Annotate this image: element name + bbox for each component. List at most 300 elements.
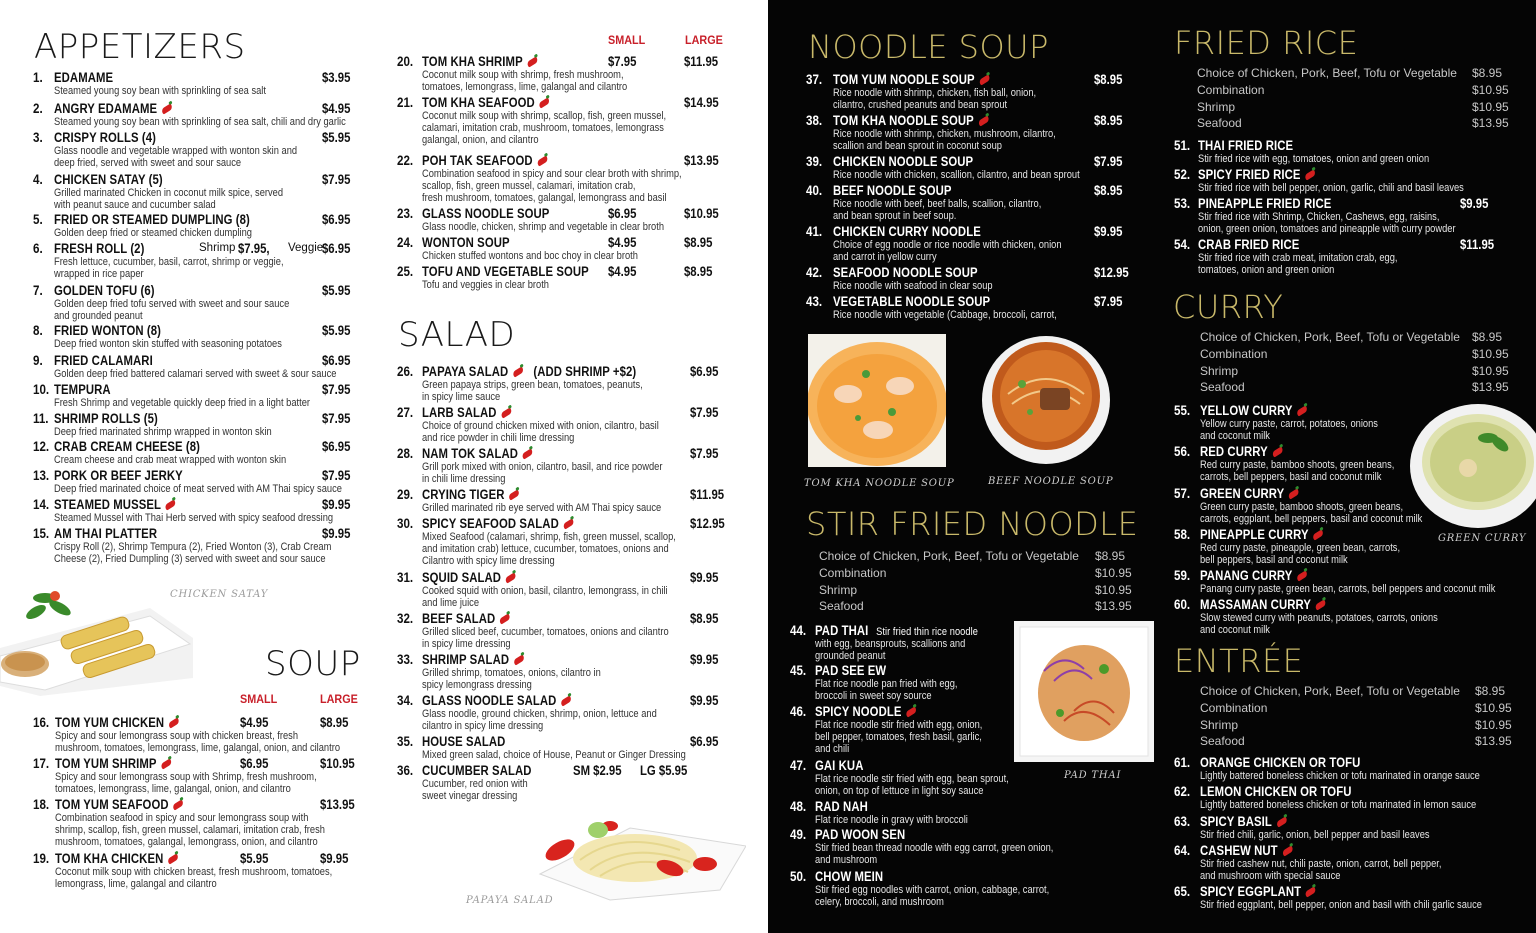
option-price: $10.95 (1472, 99, 1509, 114)
fresh-roll-shrimp-label: Shrimp (199, 242, 236, 254)
item-number: 28. (397, 446, 414, 461)
tom-kha-noodle-caption: TOM KHA NOODLE SOUP (804, 478, 955, 489)
menu-item (397, 652, 737, 692)
option-price: $13.95 (1472, 380, 1509, 395)
item-description: Chicken stuffed wontons and boc choy in clear broth (422, 250, 638, 262)
chili-icon (536, 155, 548, 166)
item-number: 12. (33, 439, 50, 454)
chili-icon (522, 448, 534, 459)
item-description: lemongrass, lime, galangal and cilantro (55, 878, 217, 891)
item-price: $9.95 (1460, 196, 1489, 211)
item-description: carrots, bell peppers, basil and coconut milk (1200, 471, 1382, 484)
item-number: 27. (397, 405, 414, 420)
item-description: cilantro in spicy lime dressing (422, 720, 544, 733)
item-name: PAD SEE EW (815, 663, 887, 678)
item-price: $3.95 (322, 70, 351, 85)
item-description: Red curry paste, pineapple, green bean, carrots, (1200, 542, 1401, 554)
item-number: 16. (33, 715, 50, 730)
item-number: 61. (1174, 755, 1191, 770)
item-price: $5.95 (322, 283, 351, 298)
item-name: SPICY SEAFOOD SALAD (422, 516, 574, 531)
item-price-large: $11.95 (684, 54, 719, 69)
item-description: Red curry paste, bamboo shoots, green beans, (1200, 459, 1395, 471)
item-description: Tofu and veggies in clear broth (422, 279, 549, 291)
item-name: GOLDEN TOFU (6) (54, 283, 155, 298)
item-number: 24. (397, 235, 414, 250)
option-label: Seafood (1200, 734, 1245, 749)
item-name: PAPAYA SALAD (ADD SHRIMP +$2) (422, 364, 637, 379)
menu-item (806, 183, 1136, 223)
item-description: Rice noodle with shrimp, chicken, fish ball, onion, (833, 87, 1037, 99)
option-label: Seafood (819, 599, 864, 614)
item-description: mushroom, tomatoes, galangal, lemongrass, onion, and cilantro (55, 836, 318, 849)
chili-icon (1315, 599, 1327, 610)
option-price: $10.95 (1095, 565, 1132, 580)
item-name: SPICY FRIED RICE (1198, 167, 1316, 182)
item-number: 32. (397, 611, 414, 626)
item-number: 35. (397, 734, 414, 749)
item-description: Choice of ground chicken mixed with onion, cilantro, basil (422, 420, 659, 432)
menu-item (1174, 196, 1504, 236)
item-price: $6.95 (690, 364, 719, 379)
item-name: TOM YUM SHRIMP (55, 756, 172, 771)
item-description: sweet vinegar dressing (422, 790, 518, 803)
item-price-small: $6.95 (240, 756, 269, 771)
item-description: and coconut milk (1200, 624, 1270, 637)
menu-item (397, 405, 737, 445)
item-price-small: $4.95 (608, 235, 637, 250)
soup-cont-large-label: LARGE (685, 33, 723, 47)
item-price: $6.95 (322, 241, 351, 256)
item-description: with egg, beansprouts, scallions and (815, 638, 966, 650)
item-description: broccoli in sweet soy source (815, 690, 932, 703)
menu-item (1174, 843, 1524, 883)
soup-small-label: SMALL (240, 692, 278, 706)
item-name: CRAB CREAM CHEESE (8) (54, 439, 201, 454)
item-name: TOM KHA SHRIMP (422, 54, 538, 69)
menu-item (33, 851, 363, 891)
item-number: 4. (33, 172, 43, 187)
option-label: Combination (1200, 346, 1268, 361)
option-label: Seafood (1197, 116, 1242, 131)
item-description: spicy lemongrass dressing (422, 679, 532, 692)
menu-item (790, 758, 1110, 798)
item-description: Deep fried marinated choice of meat served with AM Thai spicy sauce (54, 483, 342, 495)
item-description: Slow stewed curry with peanuts, potatoes, carrots, onions (1200, 612, 1438, 624)
item-number: 22. (397, 153, 414, 168)
option-price: $13.95 (1472, 116, 1509, 131)
item-name: CRISPY ROLLS (4) (54, 130, 156, 145)
item-number: 19. (33, 851, 50, 866)
item-name: SHRIMP ROLLS (5) (54, 411, 158, 426)
item-number: 2. (33, 101, 43, 116)
option-label: Choice of Chicken, Pork, Beef, Tofu or Vegetable (819, 549, 1079, 563)
item-price: $5.95 (322, 323, 351, 338)
soup-large-label: LARGE (320, 692, 358, 706)
menu-item (397, 693, 737, 733)
item-name: MASSAMAN CURRY (1200, 597, 1326, 612)
menu-item (397, 153, 737, 205)
item-description: Glass noodle and vegetable wrapped with wonton skin and (54, 145, 298, 157)
item-description: bell peppers, basil and coconut milk (1200, 554, 1348, 567)
soup-heading: SOUP (265, 644, 361, 684)
item-description: Deep fried marinated shrimp wrapped in wonton skin (54, 426, 272, 438)
item-number: 51. (1174, 138, 1191, 153)
option-price: $8.95 (1095, 549, 1126, 563)
menu-item (397, 570, 737, 610)
menu-item (33, 715, 363, 755)
chili-icon (1288, 488, 1300, 499)
item-price: $9.95 (690, 652, 719, 667)
item-number: 7. (33, 283, 43, 298)
item-price-sm: SM $2.95 (573, 763, 622, 778)
item-name: RAD NAH (815, 799, 868, 814)
item-description: and grounded peanut (54, 310, 143, 323)
item-price: $9.95 (690, 693, 719, 708)
chili-icon (161, 103, 173, 114)
item-number: 65. (1174, 884, 1191, 899)
menu-item (33, 172, 363, 212)
item-description: Stir fried rice with bell pepper, onion, garlic, chili and basil leaves (1198, 182, 1464, 194)
item-description: shrimp, scallop, fish, green mussel, calamari, imitation crab, fresh (55, 824, 325, 837)
item-name: SPICY BASIL (1200, 814, 1287, 829)
item-number: 11. (33, 411, 49, 426)
chili-icon (1281, 845, 1293, 856)
menu-item (33, 756, 363, 796)
item-name: PINEAPPLE CURRY (1200, 527, 1324, 542)
item-description: carrots, eggplant, bell peppers, basil and coconut milk (1200, 513, 1423, 526)
item-description: Golden deep fried battered calamari served with sweet & sour sauce (54, 368, 337, 380)
option-price: $10.95 (1472, 82, 1509, 97)
item-description: Spicy and sour lemongrass soup with chicken breast, fresh (55, 730, 299, 742)
chili-icon (978, 115, 990, 126)
item-number: 18. (33, 797, 50, 812)
tom-kha-noodle-photo (808, 334, 946, 467)
item-description: tomatoes, lemongrass, lime, galangal, onion, and cilantro (55, 783, 291, 796)
item-description: Combination seafood in spicy and sour clear broth with shrimp, (422, 168, 682, 180)
item-name: PANANG CURRY (1200, 568, 1307, 583)
item-name: SPICY EGGPLANT (1200, 884, 1316, 899)
item-price: $7.95 (690, 446, 719, 461)
chili-icon (508, 489, 520, 500)
item-description: Rice noodle with vegetable (Cabbage, broccoli, carrot, (833, 309, 1057, 321)
item-number: 5. (33, 212, 43, 227)
beef-noodle-photo (978, 334, 1114, 464)
chili-icon (1305, 886, 1317, 897)
menu-item (33, 797, 363, 849)
item-name: PAD WOON SEN (815, 827, 906, 842)
item-number: 50. (790, 869, 807, 884)
item-number: 64. (1174, 843, 1191, 858)
item-number: 8. (33, 323, 43, 338)
item-description: wrapped in rice paper (54, 268, 144, 281)
item-price-small: $4.95 (608, 264, 637, 279)
menu-item (33, 526, 363, 566)
item-number: 15. (33, 526, 50, 541)
papaya-salad-photo (520, 790, 746, 902)
item-description: in spicy lime sauce (422, 391, 501, 404)
item-name: TOM YUM SEAFOOD (55, 797, 184, 812)
item-price-large: $13.95 (684, 153, 719, 168)
item-description: Flat rice noodle stir fried with egg, bean sprout, (815, 773, 1009, 785)
item-price: $6.95 (322, 439, 351, 454)
item-name: THAI FRIED RICE (1198, 138, 1294, 153)
item-number: 39. (806, 154, 823, 169)
item-name: LEMON CHICKEN OR TOFU (1200, 784, 1352, 799)
item-description: celery, broccoli, and mushroom (815, 896, 944, 909)
item-description: Golden deep fried or steamed chicken dumpling (54, 227, 252, 239)
item-description: Grilled shrimp, tomatoes, onions, cilantro in (422, 667, 601, 679)
item-description: Mixed green salad, choice of House, Peanut or Ginger Dressing (422, 749, 686, 761)
item-description: and mushroom with special sauce (1200, 870, 1341, 883)
item-description: Mixed Seafood (calamari, shrimp, fish, green mussel, scallop, (422, 531, 676, 543)
item-name: FRESH ROLL (2) (54, 241, 145, 256)
item-name: WONTON SOUP (422, 235, 510, 250)
papaya-salad-caption: PAPAYA SALAD (466, 895, 554, 906)
item-description: calamari, imitation crab, mushroom, tomatoes, lemongrass (422, 122, 664, 135)
item-price-small: $7.95 (608, 54, 637, 69)
option-price: $13.95 (1095, 599, 1132, 614)
item-description: tomatoes, lemongrass, lime, galangal and cilantro (422, 81, 628, 94)
item-description: Flat rice noodle in gravy with broccoli (815, 814, 968, 826)
item-number: 47. (790, 758, 807, 773)
item-price-small: $5.95 (240, 851, 269, 866)
item-price-large: $14.95 (684, 95, 719, 110)
item-name: CRAB FRIED RICE (1198, 237, 1300, 252)
item-price: $11.95 (690, 487, 725, 502)
item-name: FRIED OR STEAMED DUMPLING (8) (54, 212, 250, 227)
item-description: Glass noodle, ground chicken, shrimp, onion, lettuce and (422, 708, 657, 720)
item-number: 46. (790, 704, 807, 719)
item-description: Stir fried rice with egg, tomatoes, onion and green onion (1198, 153, 1430, 165)
item-description: and coconut milk (1200, 430, 1270, 443)
item-name: ORANGE CHICKEN OR TOFU (1200, 755, 1361, 770)
appetizers-heading: APPETIZERS (34, 27, 246, 67)
item-description: in chili lime dressing (422, 473, 506, 486)
menu-item (1174, 403, 1524, 443)
item-number: 20. (397, 54, 414, 69)
item-name: NAM TOK SALAD (422, 446, 533, 461)
option-label: Combination (1200, 700, 1268, 715)
menu-item (33, 283, 363, 323)
item-description: Fresh Shrimp and vegetable quickly deep fried in a light batter (54, 397, 310, 409)
item-number: 41. (806, 224, 823, 239)
item-description: and mushroom (815, 854, 878, 867)
item-price: $7.95 (322, 382, 351, 397)
item-name: SPICY NOODLE (815, 704, 917, 719)
item-price: $6.95 (322, 212, 351, 227)
item-description: Steamed young soy bean with sprinkling of sea salt, chili and dry garlic (54, 116, 346, 128)
option-label: Shrimp (819, 582, 858, 597)
item-name: SQUID SALAD (422, 570, 516, 585)
item-number: 10. (33, 382, 50, 397)
item-name: TOM YUM NOODLE SOUP (833, 72, 990, 87)
item-description: Stir fried chili, garlic, onion, bell pepper and basil leaves (1200, 829, 1430, 841)
item-price: $7.95 (690, 405, 719, 420)
item-number: 31. (397, 570, 414, 585)
green-curry-caption: GREEN CURRY (1438, 533, 1527, 544)
chili-icon (168, 717, 180, 728)
item-number: 6. (33, 241, 43, 256)
item-description: Glass noodle, chicken, shrimp and vegetable in clear broth (422, 221, 665, 233)
item-description: with peanut sauce and cucumber salad (54, 199, 216, 212)
item-description: Grilled marinated Chicken in coconut milk spice, served (54, 187, 284, 199)
item-name: TOM YUM CHICKEN (55, 715, 179, 730)
item-number: 40. (806, 183, 823, 198)
item-description: Rice noodle with seafood in clear soup (833, 280, 993, 292)
item-number: 58. (1174, 527, 1191, 542)
item-description: Panang curry paste, green bean, carrots, bell peppers and coconut milk (1200, 583, 1496, 595)
item-description: Flat rice noodle stir fried with egg, onion, (815, 719, 983, 731)
item-name: VEGETABLE NOODLE SOUP (833, 294, 991, 309)
chili-icon (538, 97, 550, 108)
item-name: HOUSE SALAD (422, 734, 506, 749)
chili-icon (563, 518, 575, 529)
item-description: Coconut milk soup with shrimp, fresh mushroom, (422, 69, 624, 81)
item-name: SHRIMP SALAD (422, 652, 524, 667)
add-shrimp-note: (ADD SHRIMP +$2) (530, 364, 637, 379)
item-number: 45. (790, 663, 807, 678)
item-description: Lightly battered boneless chicken or tofu marinated in orange sauce (1200, 770, 1480, 782)
item-description: fresh mushroom, tomatoes, galangal, lemongrass and basil (422, 192, 667, 205)
item-name: GAI KUA (815, 758, 864, 773)
item-description: Grilled sliced beef, cucumber, tomatoes, onions and cilantro (422, 626, 669, 638)
item-name: TEMPURA (54, 382, 111, 397)
item-price: $7.95 (1094, 154, 1123, 169)
option-label: Shrimp (1200, 717, 1239, 732)
menu-item (790, 827, 1110, 867)
item-description: in spicy lime dressing (422, 638, 511, 651)
item-name: STEAMED MUSSEL (54, 497, 176, 512)
item-description: Rice noodle with beef, beef balls, scallion, cilantro, (833, 198, 1042, 210)
menu-item (1174, 884, 1524, 924)
option-price: $10.95 (1472, 363, 1509, 378)
item-name: GLASS NOODLE SOUP (422, 206, 550, 221)
item-name: YELLOW CURRY (1200, 403, 1308, 418)
item-number: 9. (33, 353, 43, 368)
chili-icon (1312, 529, 1324, 540)
item-number: 29. (397, 487, 414, 502)
option-label: Shrimp (1200, 363, 1239, 378)
item-description: Deep fried wonton skin stuffed with seasoning potatoes (54, 338, 282, 350)
noodle-soup-heading: NOODLE SOUP (808, 28, 1049, 66)
item-number: 37. (806, 72, 823, 87)
item-description: Stir fried rice with Shrimp, Chicken, Cashews, egg, raisins, (1198, 211, 1440, 223)
item-name: CUCUMBER SALAD (422, 763, 532, 778)
item-description: and bean sprout in beef soup. (833, 210, 957, 223)
chili-icon (560, 695, 572, 706)
item-price: $8.95 (1094, 113, 1123, 128)
item-name: PINEAPPLE FRIED RICE (1198, 196, 1332, 211)
item-number: 17. (33, 756, 50, 771)
chili-icon (500, 407, 512, 418)
item-name: TOM KHA CHICKEN (55, 851, 178, 866)
item-description: Crispy Roll (2), Shrimp Tempura (2), Fried Wonton (3), Crab Cream (54, 541, 332, 553)
option-price: $8.95 (1475, 684, 1506, 698)
item-price: $8.95 (1094, 183, 1123, 198)
menu-item (806, 294, 1136, 334)
item-name: TOM KHA SEAFOOD (422, 95, 550, 110)
item-number: 42. (806, 265, 823, 280)
chili-icon (1296, 570, 1308, 581)
item-price: $7.95 (322, 411, 351, 426)
menu-right-page (768, 0, 1536, 933)
item-price-large: $8.95 (684, 235, 713, 250)
item-description: Green curry paste, bamboo shoots, green beans, (1200, 501, 1404, 513)
item-price: $11.95 (1460, 237, 1495, 252)
item-description: Stir fried eggplant, bell pepper, onion and basil with chili garlic sauce (1200, 899, 1482, 911)
chili-icon (1271, 446, 1283, 457)
beef-noodle-caption: BEEF NOODLE SOUP (988, 476, 1114, 487)
fresh-roll-shrimp-price: $7.95, (238, 241, 270, 256)
item-description: Stir fried cashew nut, chili paste, onion, carrot, bell pepper, (1200, 858, 1442, 870)
item-number: 60. (1174, 597, 1191, 612)
item-price-large: $10.95 (320, 756, 355, 771)
option-label: Shrimp (1197, 99, 1236, 114)
item-description: Cilantro with spicy lime dressing (422, 555, 555, 568)
menu-item (1174, 597, 1524, 637)
item-price-large: $13.95 (320, 797, 355, 812)
pad-thai-photo (1014, 621, 1154, 762)
item-price-large: $8.95 (320, 715, 349, 730)
item-description: Steamed Mussel with Thai Herb served with spicy seafood dressing (54, 512, 334, 524)
chili-icon (526, 56, 538, 67)
item-number: 63. (1174, 814, 1191, 829)
item-name: EDAMAME (54, 70, 114, 85)
chicken-satay-caption: CHICKEN SATAY (170, 589, 269, 600)
menu-item (397, 95, 737, 147)
item-name: CHICKEN SATAY (5) (54, 172, 163, 187)
item-name: CHICKEN CURRY NOODLE (833, 224, 981, 239)
item-name: CASHEW NUT (1200, 843, 1293, 858)
option-label: Choice of Chicken, Pork, Beef, Tofu or Vegetable (1200, 330, 1460, 344)
item-name: BEEF NOODLE SOUP (833, 183, 952, 198)
item-number: 54. (1174, 237, 1191, 252)
item-price-small: $4.95 (240, 715, 269, 730)
item-description: Lightly battered boneless chicken or tofu marinated in lemon sauce (1200, 799, 1477, 811)
item-price: $6.95 (690, 734, 719, 749)
item-description: Flat rice noodle pan fried with egg, (815, 678, 958, 690)
menu-item (397, 516, 737, 568)
item-number: 48. (790, 799, 807, 814)
chili-icon (1296, 405, 1308, 416)
item-description: Cucumber, red onion with (422, 778, 528, 790)
option-label: Seafood (1200, 380, 1245, 395)
item-description: Coconut milk soup with shrimp, scallop, fish, green mussel, (422, 110, 667, 122)
item-price-large: $9.95 (320, 851, 349, 866)
item-price: $7.95 (322, 172, 351, 187)
menu-item (1174, 444, 1524, 484)
item-description: Rice noodle with shrimp, chicken, mushroom, cilantro, (833, 128, 1056, 140)
item-price: $12.95 (1094, 265, 1129, 280)
item-description: Cheese (2), Fried Dumpling (3) served with sweet and sour sauce (54, 553, 326, 566)
item-number: 59. (1174, 568, 1191, 583)
menu-item (806, 224, 1136, 264)
menu-item (397, 364, 737, 404)
item-description: onion, green onion, tomatoes and pineapple with curry powder (1198, 223, 1456, 236)
item-description: and imitation crab) lettuce, cucumber, tomatoes, onions and (422, 543, 669, 556)
item-price-large: $8.95 (684, 264, 713, 279)
chili-icon (905, 706, 917, 717)
item-description: mushroom, tomatoes, lemongrass, lime, galangal, onion, and cilantro (55, 742, 341, 755)
item-price: $7.95 (1094, 294, 1123, 309)
option-price: $10.95 (1475, 717, 1512, 732)
menu-item (397, 446, 737, 486)
item-name: PORK OR BEEF JERKY (54, 468, 183, 483)
item-description: and carrot in yellow curry (833, 251, 937, 264)
item-price: $4.95 (322, 101, 351, 116)
item-price: $7.95 (322, 468, 351, 483)
